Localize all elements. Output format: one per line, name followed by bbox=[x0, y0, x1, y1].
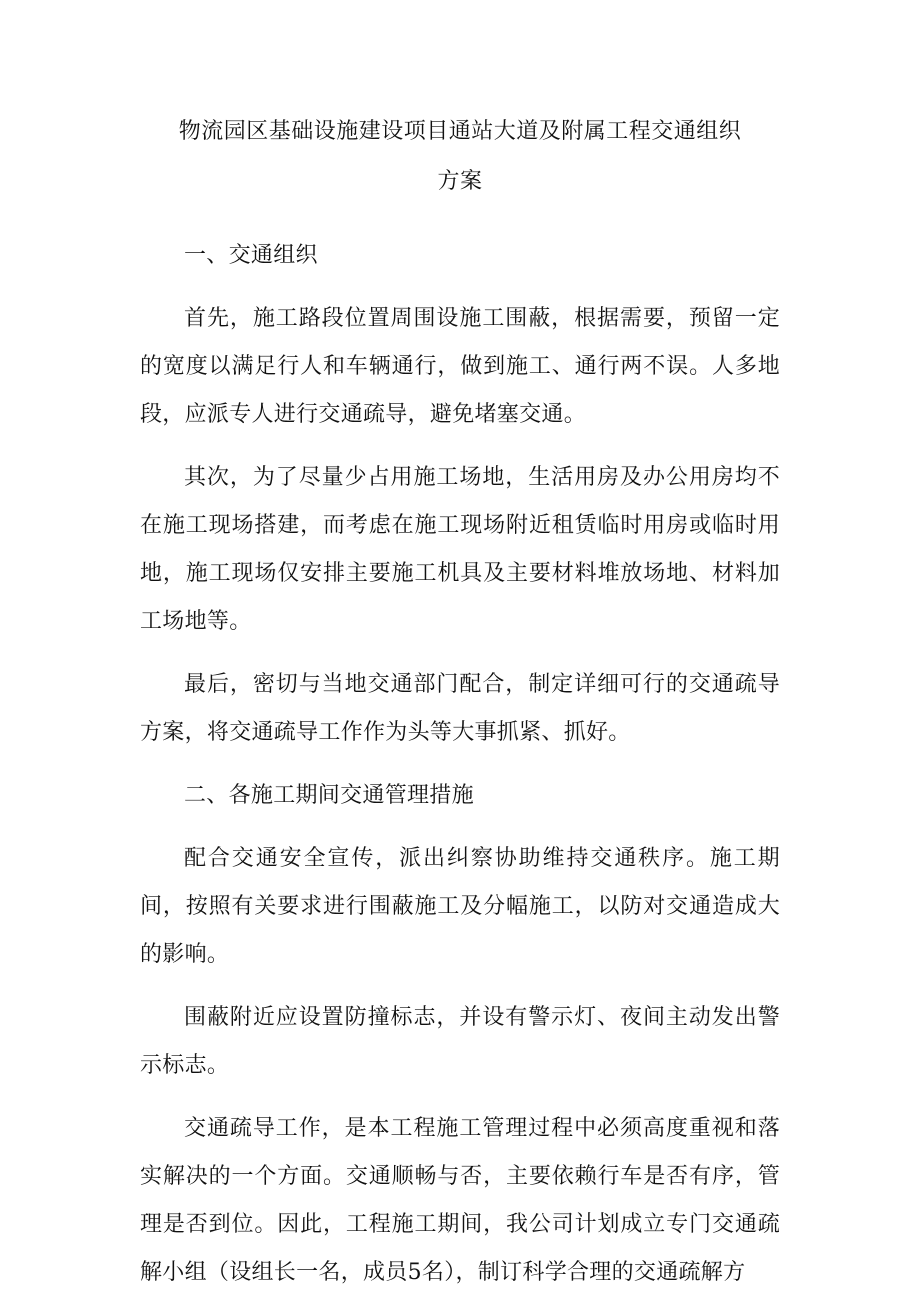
document-title-line-1: 物流园区基础设施建设项目通站大道及附属工程交通组织 bbox=[178, 119, 742, 144]
paragraph: 首先，施工路段位置周围设施工围蔽，根据需要，预留一定的宽度以满足行人和车辆通行，做到施工、通行两不误。人多地段，应派专人进行交通疏导，避免堵塞交通。 bbox=[140, 306, 780, 427]
document-body bbox=[140, 232, 780, 1312]
paragraph: 最后，密切与当地交通部门配合，制定详细可行的交通疏导方案，将交通疏导工作作为头等大事抓紧、抓好。 bbox=[140, 672, 780, 745]
paragraph: 其次，为了尽量少占用施工场地，生活用房及办公用房均不在施工现场搭建，而考虑在施工现场附近租赁临时用房或临时用地，施工现场仅安排主要施工机具及主要材料堆放场地、材料加工场地等。 bbox=[140, 465, 780, 634]
paragraph: 交通疏导工作，是本工程施工管理过程中必须高度重视和落实解决的一个方面。交通顺畅与否，主要依赖行车是否有序，管理是否到位。因此，工程施工期间，我公司计划成立专门交通疏解小组（设组长一名，成员5名），制订科学合理的交通疏解方 bbox=[140, 1116, 780, 1285]
document-title-line-2: 方案 bbox=[437, 169, 483, 194]
section-heading-traffic-organization: 一、交通组织 bbox=[184, 243, 318, 268]
paragraph: 围蔽附近应设置防撞标志，并设有警示灯、夜间主动发出警示标志。 bbox=[140, 1005, 780, 1078]
paragraph: 配合交通安全宣传，派出纠察协助维持交通秩序。施工期间，按照有关要求进行围蔽施工及分幅施工，以防对交通造成大的影响。 bbox=[140, 846, 780, 967]
section-heading-traffic-management-measures: 二、各施工期间交通管理措施 bbox=[184, 783, 474, 808]
